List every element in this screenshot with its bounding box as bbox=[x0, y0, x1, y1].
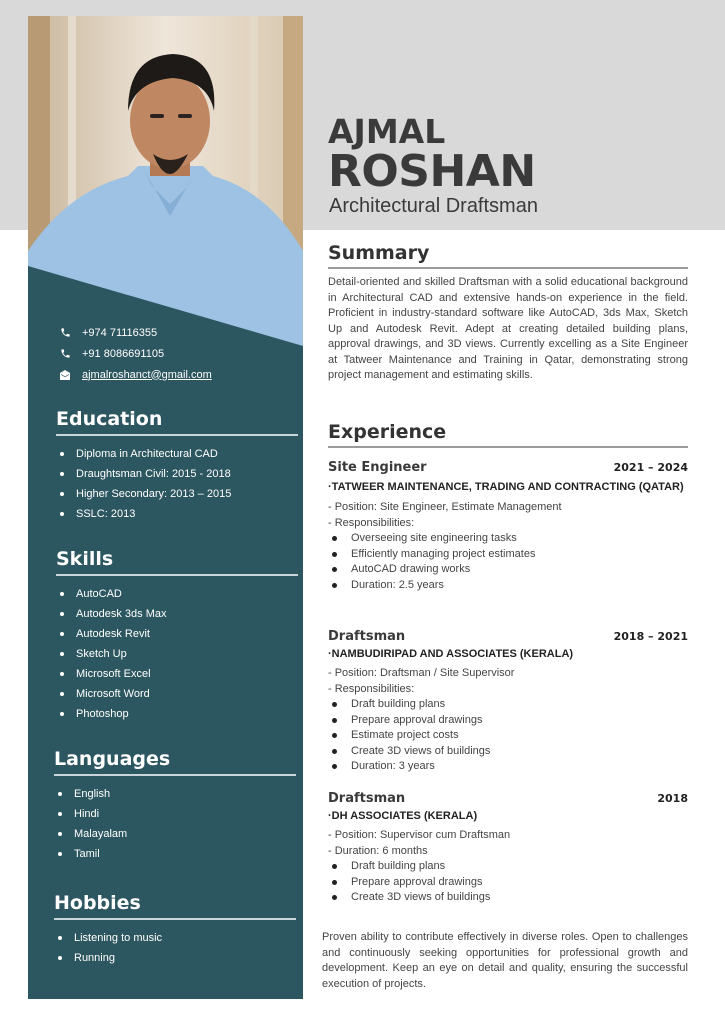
list-item: Tamil bbox=[58, 844, 296, 864]
list-item: Prepare approval drawings bbox=[328, 875, 688, 891]
list-item: Efficiently managing project estimates bbox=[328, 547, 688, 563]
list-item: Draft building plans bbox=[328, 697, 688, 713]
hobbies-list bbox=[54, 928, 296, 968]
job-detail-line: - Duration: 6 months bbox=[328, 844, 428, 857]
company-name: ·DH ASSOCIATES (KERALA) bbox=[328, 810, 478, 822]
languages-section bbox=[54, 748, 296, 864]
job-detail-line: - Position: Draftsman / Site Supervisor bbox=[328, 667, 515, 679]
list-item: Microsoft Word bbox=[60, 684, 298, 704]
job-role: Draftsman bbox=[328, 629, 406, 644]
languages-heading: Languages bbox=[54, 748, 296, 776]
list-item: SSLC: 2013 bbox=[60, 504, 298, 524]
company-name: ·NAMBUDIRIPAD AND ASSOCIATES (KERALA) bbox=[328, 648, 574, 660]
skills-section bbox=[56, 548, 298, 724]
list-item: Draughtsman Civil: 2015 - 2018 bbox=[60, 464, 298, 484]
hobbies-heading: Hobbies bbox=[54, 892, 296, 920]
phone-number-qatar: +974 71116355 bbox=[82, 326, 158, 339]
list-item: Higher Secondary: 2013 – 2015 bbox=[60, 484, 298, 504]
job-entry-2 bbox=[328, 629, 688, 775]
phone-row-qatar bbox=[58, 322, 298, 343]
list-item: English bbox=[58, 784, 296, 804]
job-role: Draftsman bbox=[328, 791, 406, 806]
email-row bbox=[58, 364, 298, 385]
job-detail-line: - Position: Site Engineer, Estimate Management bbox=[328, 501, 562, 513]
list-item: Listening to music bbox=[58, 928, 296, 948]
summary-heading: Summary bbox=[328, 242, 688, 269]
job-entry-3 bbox=[328, 791, 688, 906]
responsibility-list bbox=[328, 859, 688, 906]
envelope-icon bbox=[58, 368, 72, 382]
list-item: Malayalam bbox=[58, 824, 296, 844]
list-item: Create 3D views of buildings bbox=[328, 744, 688, 760]
list-item: Running bbox=[58, 948, 296, 968]
job-detail-line: - Responsibilities: bbox=[328, 682, 415, 695]
company-name: ·TATWEER MAINTENANCE, TRADING AND CONTRACTING (QATAR) bbox=[328, 481, 684, 493]
list-item: Autodesk 3ds Max bbox=[60, 604, 298, 624]
responsibility-list bbox=[328, 697, 688, 775]
list-item: Duration: 3 years bbox=[328, 759, 688, 775]
last-name: ROSHAN bbox=[328, 146, 536, 197]
closing-statement: Proven ability to contribute effectively in diverse roles. Open to challenges and continuously seeking opportunities for professional growth and development. Keep an eye on detail and quality, ensuring the successful execution of projects. bbox=[322, 931, 688, 990]
contact-block bbox=[58, 322, 298, 385]
list-item: AutoCAD drawing works bbox=[328, 562, 688, 578]
list-item: Prepare approval drawings bbox=[328, 713, 688, 729]
list-item: Estimate project costs bbox=[328, 728, 688, 744]
skills-list bbox=[56, 584, 298, 724]
list-item: Diploma in Architectural CAD bbox=[60, 444, 298, 464]
education-list bbox=[56, 444, 298, 524]
list-item: Microsoft Excel bbox=[60, 664, 298, 684]
first-name: AJMAL bbox=[328, 112, 446, 151]
experience-heading: Experience bbox=[328, 421, 688, 448]
skills-heading: Skills bbox=[56, 548, 298, 576]
list-item: Autodesk Revit bbox=[60, 624, 298, 644]
job-entry-1 bbox=[328, 460, 688, 593]
list-item: AutoCAD bbox=[60, 584, 298, 604]
languages-list bbox=[54, 784, 296, 864]
job-title: Architectural Draftsman bbox=[329, 195, 538, 217]
hobbies-section bbox=[54, 892, 296, 968]
job-detail-line: - Position: Supervisor cum Draftsman bbox=[328, 829, 511, 841]
list-item: Duration: 2.5 years bbox=[328, 578, 688, 594]
job-years: 2018 bbox=[657, 792, 688, 805]
sidebar bbox=[28, 16, 303, 999]
education-heading: Education bbox=[56, 408, 298, 436]
phone-row-india bbox=[58, 343, 298, 364]
job-detail-line: - Responsibilities: bbox=[328, 516, 415, 529]
job-years: 2021 – 2024 bbox=[613, 461, 688, 474]
responsibility-list bbox=[328, 531, 688, 593]
job-years: 2018 – 2021 bbox=[613, 630, 688, 643]
list-item: Create 3D views of buildings bbox=[328, 890, 688, 906]
email-link[interactable]: ajmalroshanct@gmail.com bbox=[82, 368, 212, 381]
phone-icon bbox=[58, 347, 72, 361]
phone-icon bbox=[58, 326, 72, 340]
experience-section bbox=[328, 421, 688, 448]
list-item: Overseeing site engineering tasks bbox=[328, 531, 688, 547]
job-role: Site Engineer bbox=[328, 460, 427, 475]
list-item: Sketch Up bbox=[60, 644, 298, 664]
list-item: Hindi bbox=[58, 804, 296, 824]
list-item: Draft building plans bbox=[328, 859, 688, 875]
education-section bbox=[56, 408, 298, 524]
list-item: Photoshop bbox=[60, 704, 298, 724]
summary-section bbox=[328, 242, 688, 384]
summary-text: Detail-oriented and skilled Draftsman with a solid educational background in Architectural CAD and extensive hands-on experience in the field. Proficient in industry-standard software like AutoCAD, 3ds Max, Sketch Up and Autodesk Revit. Adept at creating detailed building plans, approval drawings, and 3D views. Currently excelling as a Site Engineer at Tatweer Maintenance and Training in Qatar, demonstrating strong project management and estimating skills. bbox=[328, 276, 688, 381]
phone-number-india: +91 8086691105 bbox=[82, 347, 165, 360]
